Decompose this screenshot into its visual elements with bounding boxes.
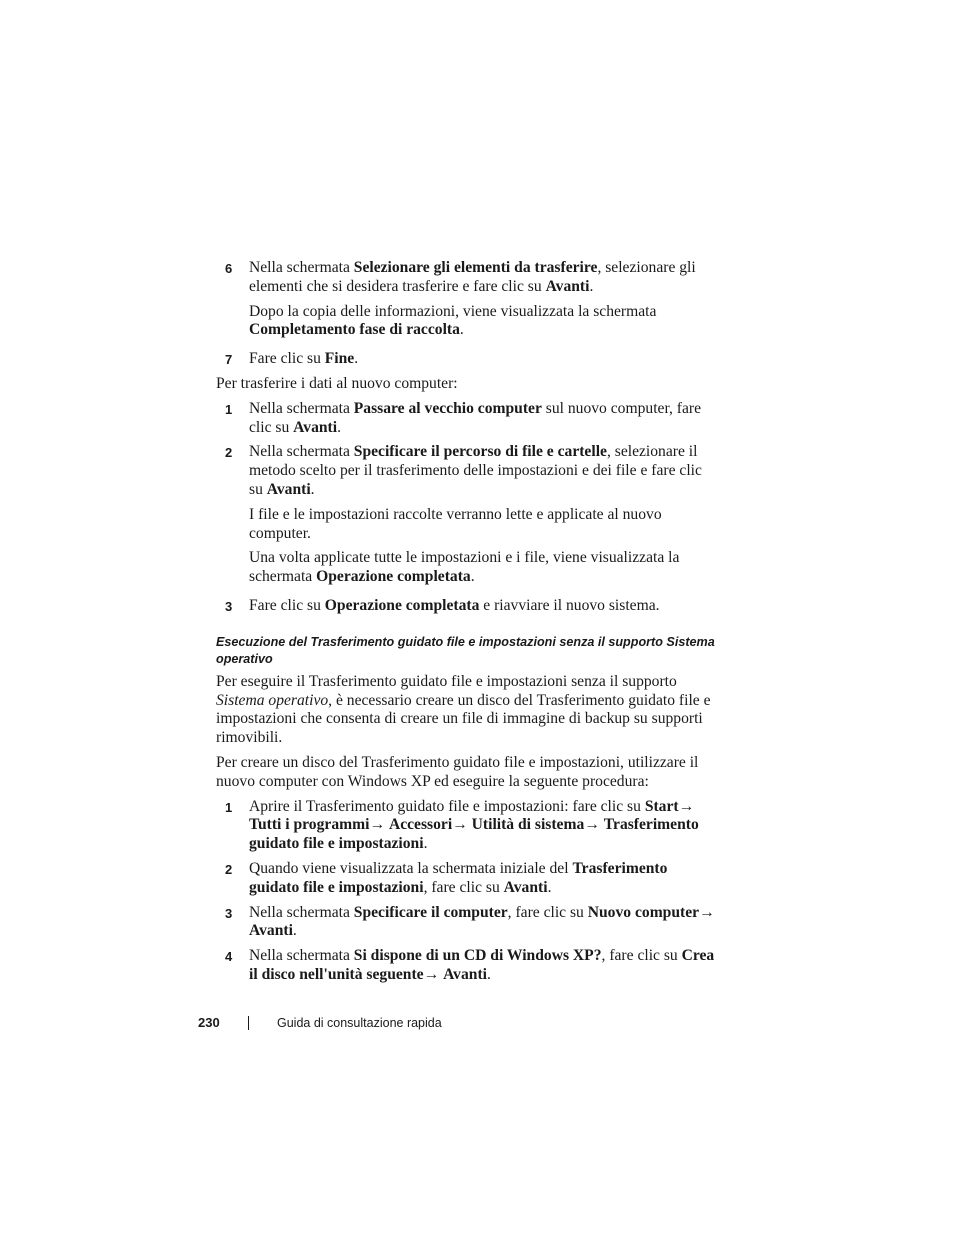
arrow-icon: → — [369, 816, 386, 834]
paragraph-text: , è necessario creare un disco del Trasferimento guidato file e impostazioni che consenta di creare un file di immagine di backup su supporti rimovibili. — [216, 691, 711, 747]
step-text: Fare clic su — [249, 350, 325, 368]
menu-path-item: Trasferimento guidato file e impostazioni — [249, 816, 699, 853]
arrow-icon: → — [699, 903, 715, 921]
step-b3 — [216, 597, 716, 616]
step-text: Aprire il Trasferimento guidato file e impostazioni: fare clic su — [249, 797, 645, 815]
step-6-note — [216, 303, 716, 341]
ui-term: Specificare il computer — [353, 903, 508, 921]
step-text: . — [292, 922, 297, 940]
ui-term: Operazione completata — [316, 568, 471, 586]
menu-path-item: Utilità di sistema — [471, 816, 585, 834]
ui-term: Avanti — [293, 418, 338, 436]
step-text: , selezionare gli elementi che si desidera trasferire e fare clic su — [249, 259, 696, 295]
footer-divider — [248, 1016, 249, 1030]
step-text: Nella schermata — [249, 259, 354, 276]
ui-term: Fine — [324, 350, 355, 368]
arrow-icon: → — [452, 816, 468, 834]
step-number: 1 — [225, 799, 233, 815]
ui-term: Trasferimento guidato file e impostazioni — [249, 859, 668, 896]
note-text: Una volta applicate tutte le impostazioni e i file, viene visualizzata la schermata — [249, 549, 680, 586]
ui-term: Crea il disco nell'unità seguente — [249, 947, 715, 983]
ui-term: Completamento fase di raccolta — [249, 321, 460, 339]
step-text: Fare clic su — [249, 596, 325, 614]
step-number: 7 — [225, 352, 233, 368]
step-b1 — [216, 400, 716, 438]
menu-path-item: Tutti i programmi — [249, 816, 370, 834]
page-number: 230 — [198, 1015, 220, 1030]
ui-term: Avanti — [249, 922, 293, 940]
step-text: , fare clic su — [423, 878, 504, 896]
paragraph-text: Per eseguire il Trasferimento guidato file e impostazioni senza il supporto — [216, 672, 677, 690]
step-text: . — [354, 350, 359, 368]
step-number: 3 — [225, 905, 233, 921]
step-number: 2 — [225, 861, 233, 877]
step-text: Nella schermata — [249, 903, 354, 921]
step-text: Nella schermata — [249, 947, 354, 965]
step-text: , fare clic su — [601, 947, 682, 965]
section-paragraph-1 — [216, 673, 716, 748]
section-heading: Esecuzione del Trasferimento guidato file e impostazioni senza il supporto Sistema operativo — [216, 634, 715, 667]
note-text: Dopo la copia delle informazioni, viene visualizzata la schermata — [249, 302, 657, 320]
step-text: . — [423, 835, 428, 853]
ui-term: Avanti — [503, 878, 548, 896]
page-body — [216, 259, 716, 991]
step-text: , fare clic su — [507, 903, 588, 921]
ui-term: Operazione completata — [324, 596, 480, 614]
step-text: . — [337, 418, 341, 436]
note-text: . — [459, 321, 464, 339]
step-c4 — [216, 947, 716, 985]
step-7 — [216, 350, 716, 369]
step-text: . — [310, 480, 315, 498]
step-number: 3 — [225, 598, 233, 614]
step-number: 4 — [225, 949, 233, 965]
ui-term: Avanti — [545, 277, 590, 295]
step-c1 — [216, 798, 716, 854]
step-text: sul nuovo computer, fare clic su — [249, 399, 702, 436]
step-text: . — [486, 965, 491, 983]
ui-term: Selezionare gli elementi da trasferire — [353, 259, 598, 276]
step-number: 1 — [225, 401, 233, 417]
document-title: Guida di consultazione rapida — [277, 1015, 442, 1030]
arrow-icon: → — [423, 965, 440, 983]
ui-term: Nuovo computer — [587, 903, 700, 921]
step-b2 — [216, 443, 716, 499]
step-c2 — [216, 860, 716, 898]
page-footer — [198, 1015, 442, 1030]
step-text: . — [589, 277, 594, 295]
step-number: 2 — [225, 445, 233, 461]
step-c3 — [216, 904, 716, 942]
section-paragraph-2: Per creare un disco del Trasferimento guidato file e impostazioni, utilizzare il nuovo computer con Windows XP ed eseguire la seguente procedura: — [216, 753, 699, 790]
ui-term: Avanti — [266, 480, 311, 498]
step-b2-note-2 — [216, 549, 716, 587]
step-6 — [216, 259, 716, 297]
step-text: Nella schermata — [249, 443, 354, 461]
step-text: Quando viene visualizzata la schermata iniziale del — [249, 859, 573, 877]
italic-term: Sistema operativo — [216, 691, 329, 709]
step-text: Nella schermata — [249, 399, 354, 417]
ui-term: Passare al vecchio computer — [353, 399, 542, 417]
arrow-icon: → — [678, 797, 695, 815]
step-text: e riavviare il nuovo sistema. — [479, 596, 660, 614]
step-number: 6 — [225, 261, 233, 276]
ui-term: Si dispone di un CD di Windows XP? — [353, 947, 602, 965]
step-text: , selezionare il metodo scelto per il trasferimento delle impostazioni e dei file e fare clic su — [249, 443, 702, 498]
step-b2-note-1: I file e le impostazioni raccolte verranno lette e applicate al nuovo computer. — [249, 505, 662, 542]
ui-term: Avanti — [443, 965, 487, 983]
arrow-icon: → — [584, 816, 600, 834]
note-text: . — [470, 568, 475, 586]
ui-term: Specificare il percorso di file e cartelle — [353, 443, 607, 461]
menu-path-item: Start — [644, 797, 679, 815]
intro-new-computer: Per trasferire i dati al nuovo computer: — [216, 374, 458, 392]
menu-path-item: Accessori — [388, 816, 453, 834]
step-text: . — [547, 878, 552, 896]
